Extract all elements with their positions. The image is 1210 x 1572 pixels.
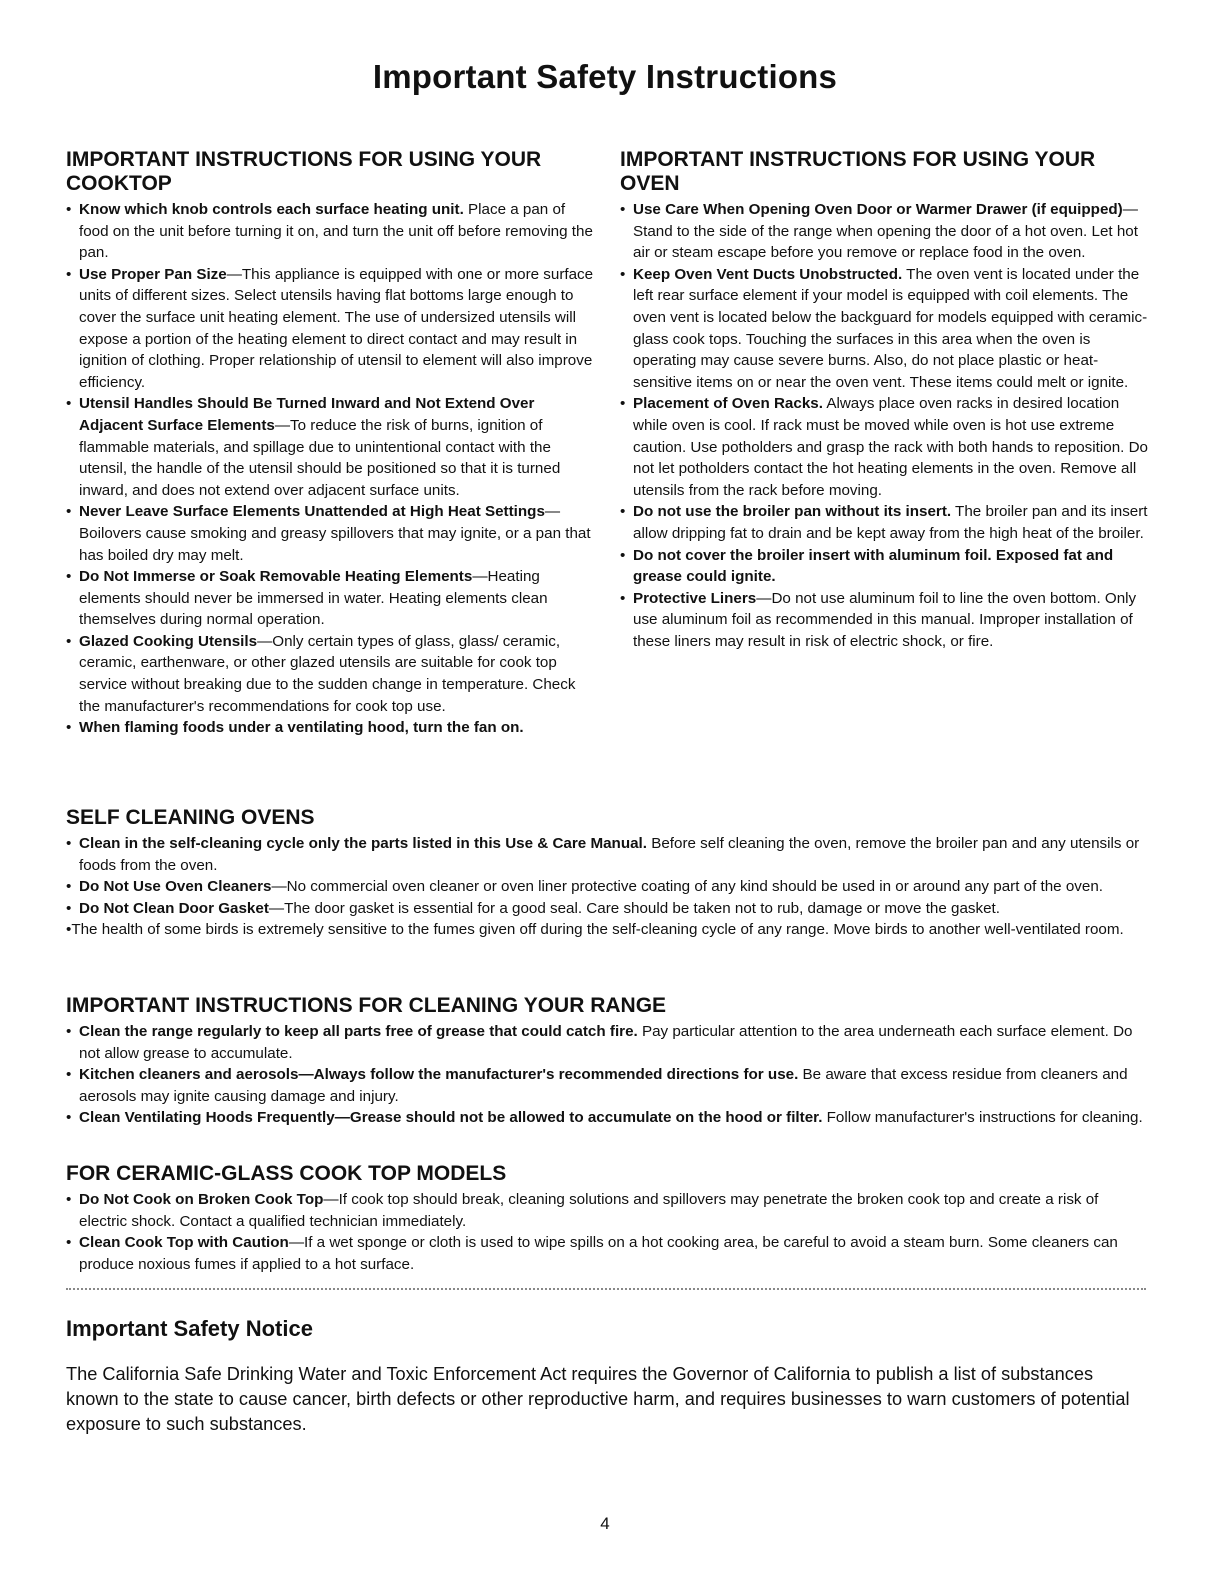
- item-text: Always place oven racks in desired location while oven is cool. If rack must be moved while oven is hot use extreme caution. Use potholders and grasp the rack with both hands to reposition. Do not let potholders contact the hot heating elements in the oven. Remove all utensils from the rack before moving.: [633, 395, 1148, 499]
- item-text: —Do not use aluminum foil to line the oven bottom. Only use aluminum foil as recommended in this manual. Improper installation of these liners may result in risk of electric shock, or fire.: [633, 589, 1137, 650]
- list-item: [66, 1064, 1148, 1107]
- item-bold-text: Utensil Handles Should Be Turned Inward and Not Extend Over Adjacent Surface Elements: [79, 395, 535, 434]
- cleaning-range-heading: IMPORTANT INSTRUCTIONS FOR CLEANING YOUR RANGE: [66, 994, 667, 1017]
- list-item: [620, 545, 1152, 588]
- cleaning-range-list: [66, 1021, 1148, 1129]
- oven-section: [620, 148, 1152, 652]
- item-text: •The health of some birds is extremely sensitive to the fumes given off during the self-cleaning cycle of any range. Move birds to another well-ventilated room.: [66, 921, 1124, 939]
- item-bold-text: Never Leave Surface Elements Unattended at High Heat Settings: [79, 503, 545, 521]
- item-text: —Boilovers cause smoking and greasy spillovers that may ignite, or a pan that has boiled dry may melt.: [79, 503, 591, 564]
- item-bold-text: Use Proper Pan Size: [79, 265, 227, 283]
- item-text: The broiler pan and its insert allow dripping fat to drain and be kept away from the high heat of the broiler.: [633, 503, 1148, 542]
- list-item: [620, 501, 1152, 544]
- item-bold-text: Clean in the self-cleaning cycle only the parts listed in this Use & Care Manual.: [79, 835, 647, 852]
- list-item: [66, 566, 598, 631]
- item-text: —The door gasket is essential for a good seal. Care should be taken not to rub, damage or move the gasket.: [268, 899, 1000, 917]
- self-cleaning-list: [66, 833, 1148, 941]
- page-title: Important Safety Instructions: [372, 58, 838, 95]
- list-item: [66, 264, 598, 394]
- ceramic-glass-list: [66, 1189, 1148, 1275]
- item-bold-text: Do Not Clean Door Gasket: [79, 899, 269, 917]
- list-item: [66, 631, 598, 717]
- item-bold-text: Clean Ventilating Hoods Frequently—Grease should not be allowed to accumulate on the hood or filter.: [79, 1109, 823, 1127]
- item-text: The oven vent is located under the left rear surface element if your model is equipped with coil elements. The oven vent is located below the backguard for models equipped with ceramic-glass cook tops. Touching the surfaces in this area when the oven is operating may cause severe burns. Also, do not place plastic or heat-sensitive items on or near the oven vent. These items could melt or ignite.: [633, 265, 1148, 391]
- item-text: Follow manufacturer's instructions for cleaning.: [822, 1109, 1143, 1127]
- item-bold-text: Do Not Use Oven Cleaners: [79, 878, 272, 896]
- item-bold-text: Protective Liners: [633, 589, 757, 607]
- item-bold-text: Clean the range regularly to keep all parts free of grease that could catch fire.: [79, 1023, 638, 1040]
- notice-text: The California Safe Drinking Water and Toxic Enforcement Act requires the Governor of California to publish a list of substances known to the state to cause cancer, birth defects or other reproductive harm, and requires businesses to warn customers of potential exposure to such substances.: [66, 1364, 1130, 1434]
- list-item: [66, 1189, 1148, 1232]
- list-item: [66, 717, 598, 739]
- list-item: [620, 393, 1152, 501]
- item-text: Be aware that excess residue from cleaners and aerosols may ignite causing damage and injury.: [79, 1066, 1128, 1105]
- item-text: Pay particular attention to the area underneath each surface element. Do not allow grease to accumulate.: [79, 1023, 1133, 1062]
- item-text: —Only certain types of glass, glass/ ceramic, ceramic, earthenware, or other glazed utensils are suitable for cook top service without breaking due to the sudden change in temperature. Check the manufacturer's recommendations for cook top use.: [79, 632, 576, 715]
- item-bold-text: Clean Cook Top with Caution: [79, 1234, 289, 1252]
- item-bold-text: Know which knob controls each surface heating unit.: [79, 201, 464, 218]
- item-bold-text: When flaming foods under a ventilating hood, turn the fan on.: [79, 719, 524, 737]
- item-text: —Heating elements should never be immersed in water. Heating elements clean themselves during normal operation.: [79, 568, 548, 629]
- list-item: [66, 876, 1148, 898]
- item-text: —If a wet sponge or cloth is used to wipe spills on a hot cooking area, be careful to avoid a steam burn. Some cleaners can produce noxious fumes if applied to a hot surface.: [79, 1234, 1118, 1273]
- item-text: —To reduce the risk of burns, ignition of flammable materials, and spillage due to unintentional contact with the utensil, the handle of the utensil should be positioned so that it is turned inward, and does not extend over adjacent surface units.: [79, 416, 561, 499]
- list-item: [66, 501, 598, 566]
- item-bold-text: Do not use the broiler pan without its insert.: [633, 503, 952, 521]
- oven-list: [620, 199, 1152, 652]
- item-text: —No commercial oven cleaner or oven liner protective coating of any kind should be used in or around any part of the oven.: [271, 878, 1104, 896]
- page-number: 4: [600, 1514, 610, 1533]
- ceramic-glass-heading: FOR CERAMIC-GLASS COOK TOP MODELS: [66, 1162, 507, 1185]
- dotted-divider: [66, 1288, 1146, 1290]
- self-cleaning-section: [66, 806, 1148, 941]
- item-bold-text: Kitchen cleaners and aerosols—Always follow the manufacturer's recommended directions for use.: [79, 1066, 799, 1084]
- list-item: [66, 833, 1148, 876]
- item-bold-text: Do Not Immerse or Soak Removable Heating Elements: [79, 568, 473, 586]
- item-text: Place a pan of food on the unit before turning it on, and turn the unit off before removing the pan.: [79, 201, 593, 262]
- oven-heading: IMPORTANT INSTRUCTIONS FOR USING YOUR OVEN: [620, 148, 1096, 195]
- cooktop-heading: IMPORTANT INSTRUCTIONS FOR USING YOUR COOKTOP: [66, 148, 542, 195]
- item-text: Before self cleaning the oven, remove the broiler pan and any utensils or foods from the oven.: [79, 835, 1140, 874]
- item-bold-text: Do Not Cook on Broken Cook Top: [79, 1191, 324, 1208]
- list-item: [620, 264, 1152, 394]
- list-item: [66, 1232, 1148, 1275]
- cooktop-section: [66, 148, 598, 739]
- item-text: —Stand to the side of the range when opening the door of a hot oven. Let hot air or steam escape before you remove or replace food in the oven.: [633, 201, 1138, 262]
- ceramic-glass-section: [66, 1162, 1148, 1275]
- item-bold-text: Glazed Cooking Utensils: [79, 632, 258, 650]
- item-bold-text: Placement of Oven Racks.: [633, 395, 823, 413]
- item-text: —If cook top should break, cleaning solutions and spillovers may penetrate the broken cook top and create a risk of electric shock. Contact a qualified technician immediately.: [79, 1191, 1099, 1230]
- list-item: [66, 898, 1148, 920]
- list-item: [66, 1107, 1148, 1129]
- list-item: [620, 588, 1152, 653]
- cleaning-range-section: [66, 994, 1148, 1129]
- notice-title: Important Safety Notice: [66, 1316, 313, 1341]
- item-bold-text: Use Care When Opening Oven Door or Warmer Drawer (if equipped): [633, 201, 1123, 218]
- list-item: [66, 919, 1148, 941]
- cooktop-list: [66, 199, 598, 739]
- list-item: [620, 199, 1152, 264]
- list-item: [66, 199, 598, 264]
- self-cleaning-heading: SELF CLEANING OVENS: [66, 806, 315, 829]
- item-text: —This appliance is equipped with one or more surface units of different sizes. Select utensils having flat bottoms large enough to cover the surface unit heating element. The use of undersized utensils will expose a portion of the heating element to direct contact and may result in ignition of clothing. Proper relationship of utensil to element will also improve efficiency.: [79, 265, 594, 391]
- item-bold-text: Do not cover the broiler insert with aluminum foil. Exposed fat and grease could ignite.: [633, 546, 1114, 586]
- list-item: [66, 1021, 1148, 1064]
- list-item: [66, 393, 598, 501]
- item-bold-text: Keep Oven Vent Ducts Unobstructed.: [633, 265, 903, 283]
